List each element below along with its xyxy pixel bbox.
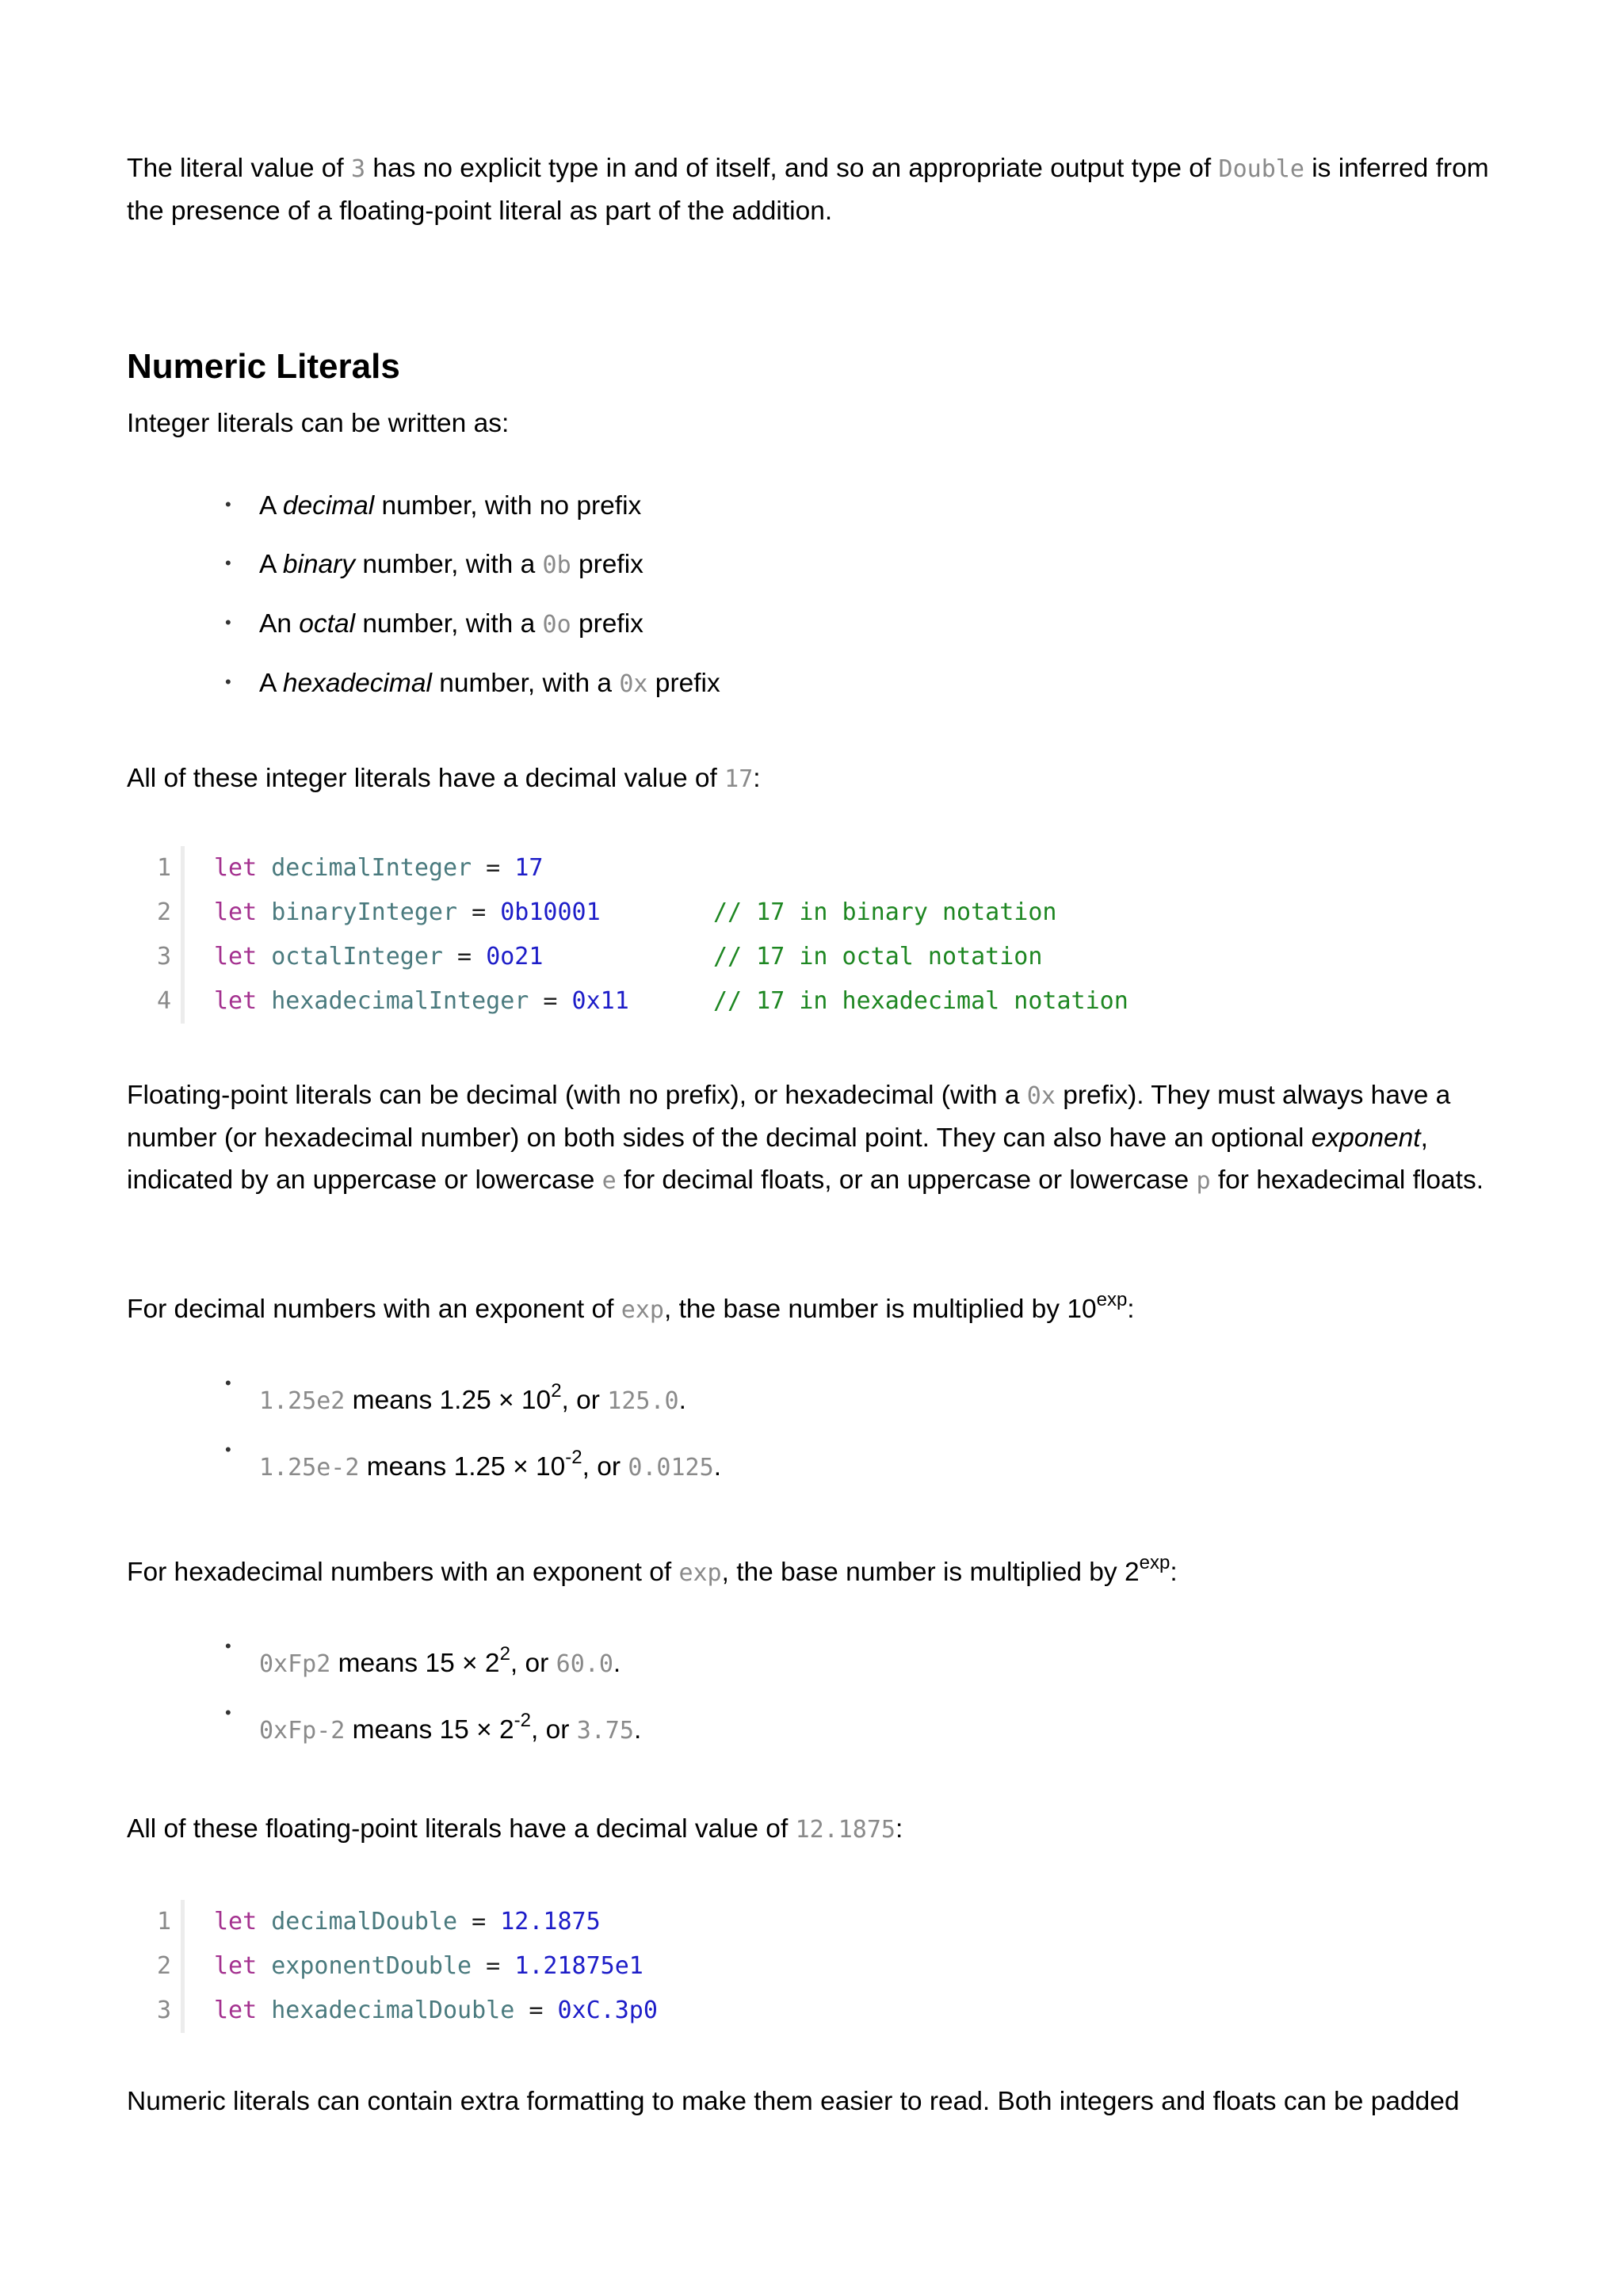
decimal-examples-list xyxy=(127,1367,721,1501)
hex-examples-list xyxy=(127,1630,641,1764)
final-paragraph: Numeric literals can contain extra formatting to make them easier to read. Both integers and floats can be padded xyxy=(127,2087,1460,2116)
inline-code: Double xyxy=(1218,155,1304,183)
code-comment: // 17 in octal notation xyxy=(713,943,1043,971)
code-line: 1 let decimalInteger = 17 xyxy=(156,854,544,882)
inline-code: 3 xyxy=(351,155,366,183)
code-comment: // 17 in binary notation xyxy=(713,898,1057,926)
hex-exponent-paragraph: For hexadecimal numbers with an exponent of exp, the base number is multiplied by $2^{exp}$: xyxy=(127,1552,1178,1587)
text: has no explicit type in and of itself, and so an appropriate output type of xyxy=(365,154,1219,183)
list-item: • A hexadecimal number, with a 0x prefix xyxy=(127,654,720,714)
decimal-exponent-paragraph: For decimal numbers with an exponent of exp, the base number is multiplied by $10^{exp}$: xyxy=(127,1289,1135,1324)
text: The literal value of xyxy=(127,154,352,183)
integer-forms-list xyxy=(127,477,720,714)
float-code-block xyxy=(127,1900,1522,2033)
text: is inferred from the presence of a floating-point literal as part of the addition. xyxy=(127,154,1489,226)
section-lead: Integer literals can be written as: xyxy=(127,409,510,438)
floating-point-paragraph: Floating-point literals can be decimal (with no prefix), or hexadecimal (with a 0x prefix). They must always have a number (or hexadecimal number) on both sides of the decimal point. They can also have an optional exponent, indicated by an uppercase or lowercase e for decimal floats, or an uppercase or lowercase p for hexadecimal floats. xyxy=(127,1081,1484,1195)
section-heading: Numeric Literals xyxy=(127,347,400,386)
list-item: • A binary number, with a 0b prefix xyxy=(127,536,720,595)
integer-code-block xyxy=(127,846,1522,1024)
inline-code: 17 xyxy=(724,765,754,793)
code-line: 3 let octalInteger = 0o21 // 17 in octal notation xyxy=(127,935,1522,979)
code-line: 3 let hexadecimalDouble = 0xC.3p0 xyxy=(156,1997,658,2024)
integer-note: All of these integer literals have a decimal value of 17: xyxy=(127,764,761,793)
code-comment: // 17 in hexadecimal notation xyxy=(713,987,1128,1015)
code-line: 4 let hexadecimalInteger = 0x11 // 17 in hexadecimal notation xyxy=(127,979,1522,1024)
list-item: • An octal number, with a 0o prefix xyxy=(127,595,720,654)
list-item: • A decimal number, with no prefix xyxy=(127,477,720,536)
code-line: 2 let binaryInteger = 0b10001 // 17 in binary notation xyxy=(127,891,1522,935)
list-item: • 0xFp-2 means $15 \times 2^{-2}$, or 3.75. xyxy=(127,1697,641,1764)
list-item: • 1.25e-2 means $1.25 \times 10^{-2}$, or 0.0125. xyxy=(127,1434,721,1501)
float-note: All of these floating-point literals have a decimal value of 12.1875: xyxy=(127,1814,903,1844)
list-item: • 0xFp2 means $15 \times 2^2$, or 60.0. xyxy=(127,1630,641,1697)
code-line: 2 let exponentDouble = 1.21875e1 xyxy=(156,1952,643,1980)
code-line: 1 let decimalDouble = 12.1875 xyxy=(156,1908,601,1936)
list-item: • 1.25e2 means $1.25 \times 10^2$, or 125.0. xyxy=(127,1367,721,1434)
intro-paragraph xyxy=(127,147,1522,232)
